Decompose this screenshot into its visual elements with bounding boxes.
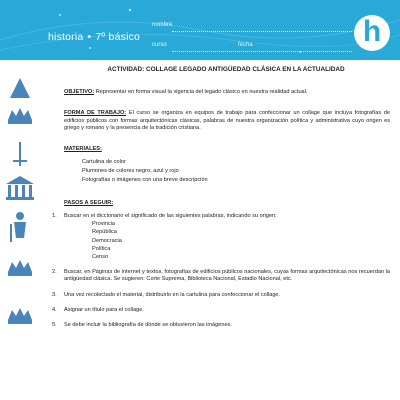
course-field-line <box>172 51 352 52</box>
steps-heading: PASOS A SEGUIR: <box>64 199 114 206</box>
warrior-icon <box>10 212 26 242</box>
work-paragraph <box>64 110 390 132</box>
materials-list <box>82 159 390 184</box>
steps-list <box>52 213 390 329</box>
list-item: Provincia <box>92 221 116 228</box>
list-item: República <box>92 229 117 236</box>
objective-paragraph <box>64 89 390 96</box>
course-field[interactable] <box>152 40 352 56</box>
crown-icon <box>8 108 32 124</box>
course-field-label: curso <box>152 42 167 48</box>
grade-name: 7º básico <box>95 31 141 43</box>
crown-icon <box>8 308 32 324</box>
work-label: FORMA DE TRABAJO: <box>64 110 127 117</box>
subject-label <box>48 31 140 43</box>
name-field[interactable] <box>152 20 352 36</box>
step-item <box>52 322 390 329</box>
step-item <box>52 292 390 299</box>
work-text: El curso se organiza en equipos de trabajo para confeccionar un collage que incluya fotografías de edificios públicos con formas arquitectónicas clásicas, palabras de nuestra organización política y administrativa cuyo origen es griego y romano y la presencia de la tradición cristiana. <box>64 110 390 131</box>
list-item: Democracia <box>92 237 122 244</box>
name-field-label: nombre <box>152 22 173 28</box>
sword-icon <box>13 142 27 166</box>
step-text: Se debe incluir la bibliografía de dónde se obtuvieron las imágenes. <box>64 322 232 329</box>
date-field-label: fecha <box>238 42 253 48</box>
list-item: Plumones de colores negro, azul y rojo <box>82 167 179 174</box>
separator-dot: • <box>87 31 92 43</box>
crown-icon <box>8 260 32 276</box>
step-number: 3. <box>52 291 57 298</box>
word-list <box>92 221 390 261</box>
building-icon <box>6 176 34 200</box>
sidebar-decoration <box>0 60 40 400</box>
h-logo <box>354 15 390 51</box>
objective-label: OBJETIVO: <box>64 89 95 96</box>
materials-heading: MATERIALES: <box>64 146 102 153</box>
list-item: Censo <box>92 254 109 261</box>
step-text: Una vez recolectado el material, distribuirlo en la cartulina para confeccionar el collage. <box>64 291 281 298</box>
step-text: Asignar un título para el collage. <box>64 306 144 313</box>
step-item <box>52 213 390 261</box>
activity-title: ACTIVIDAD: COLLAGE LEGADO ANTIGÜEDAD CLÁSICA EN LA ACTUALIDAD <box>107 66 345 73</box>
step-number: 4. <box>52 306 57 313</box>
student-fields <box>152 20 352 60</box>
header-band <box>0 0 400 60</box>
step-number: 2. <box>52 269 57 276</box>
step-number: 5. <box>52 322 57 329</box>
list-item: Cartulina de color <box>82 159 126 166</box>
step-text: Buscar en el diccionario el significado de las siguientes palabras, indicando su origen: <box>64 213 277 220</box>
document-body <box>52 66 390 337</box>
list-item: Fotografías o imágenes con una breve descripción <box>82 176 208 183</box>
h-logo-letter: h <box>362 14 382 48</box>
step-item <box>52 269 390 283</box>
step-number: 1. <box>52 213 57 220</box>
pyramid-icon <box>10 78 30 98</box>
name-field-line <box>172 31 352 32</box>
step-item <box>52 307 390 314</box>
step-text: Buscar, en Páginas de internet y textos, fotografías de edificios públicos nacionales, cuyas formas arquitectónicas nos recuerdan la antigüedad clásica. Se sugieren: Corte Suprema, Biblioteca Nacional, Estadio Nacional, etc. <box>64 269 390 283</box>
subject-name: historia <box>48 31 84 43</box>
list-item: Política <box>92 245 111 252</box>
objective-text: Representar en forma visual la vigencia del legado clásico en nuestra realidad actual. <box>94 89 308 96</box>
